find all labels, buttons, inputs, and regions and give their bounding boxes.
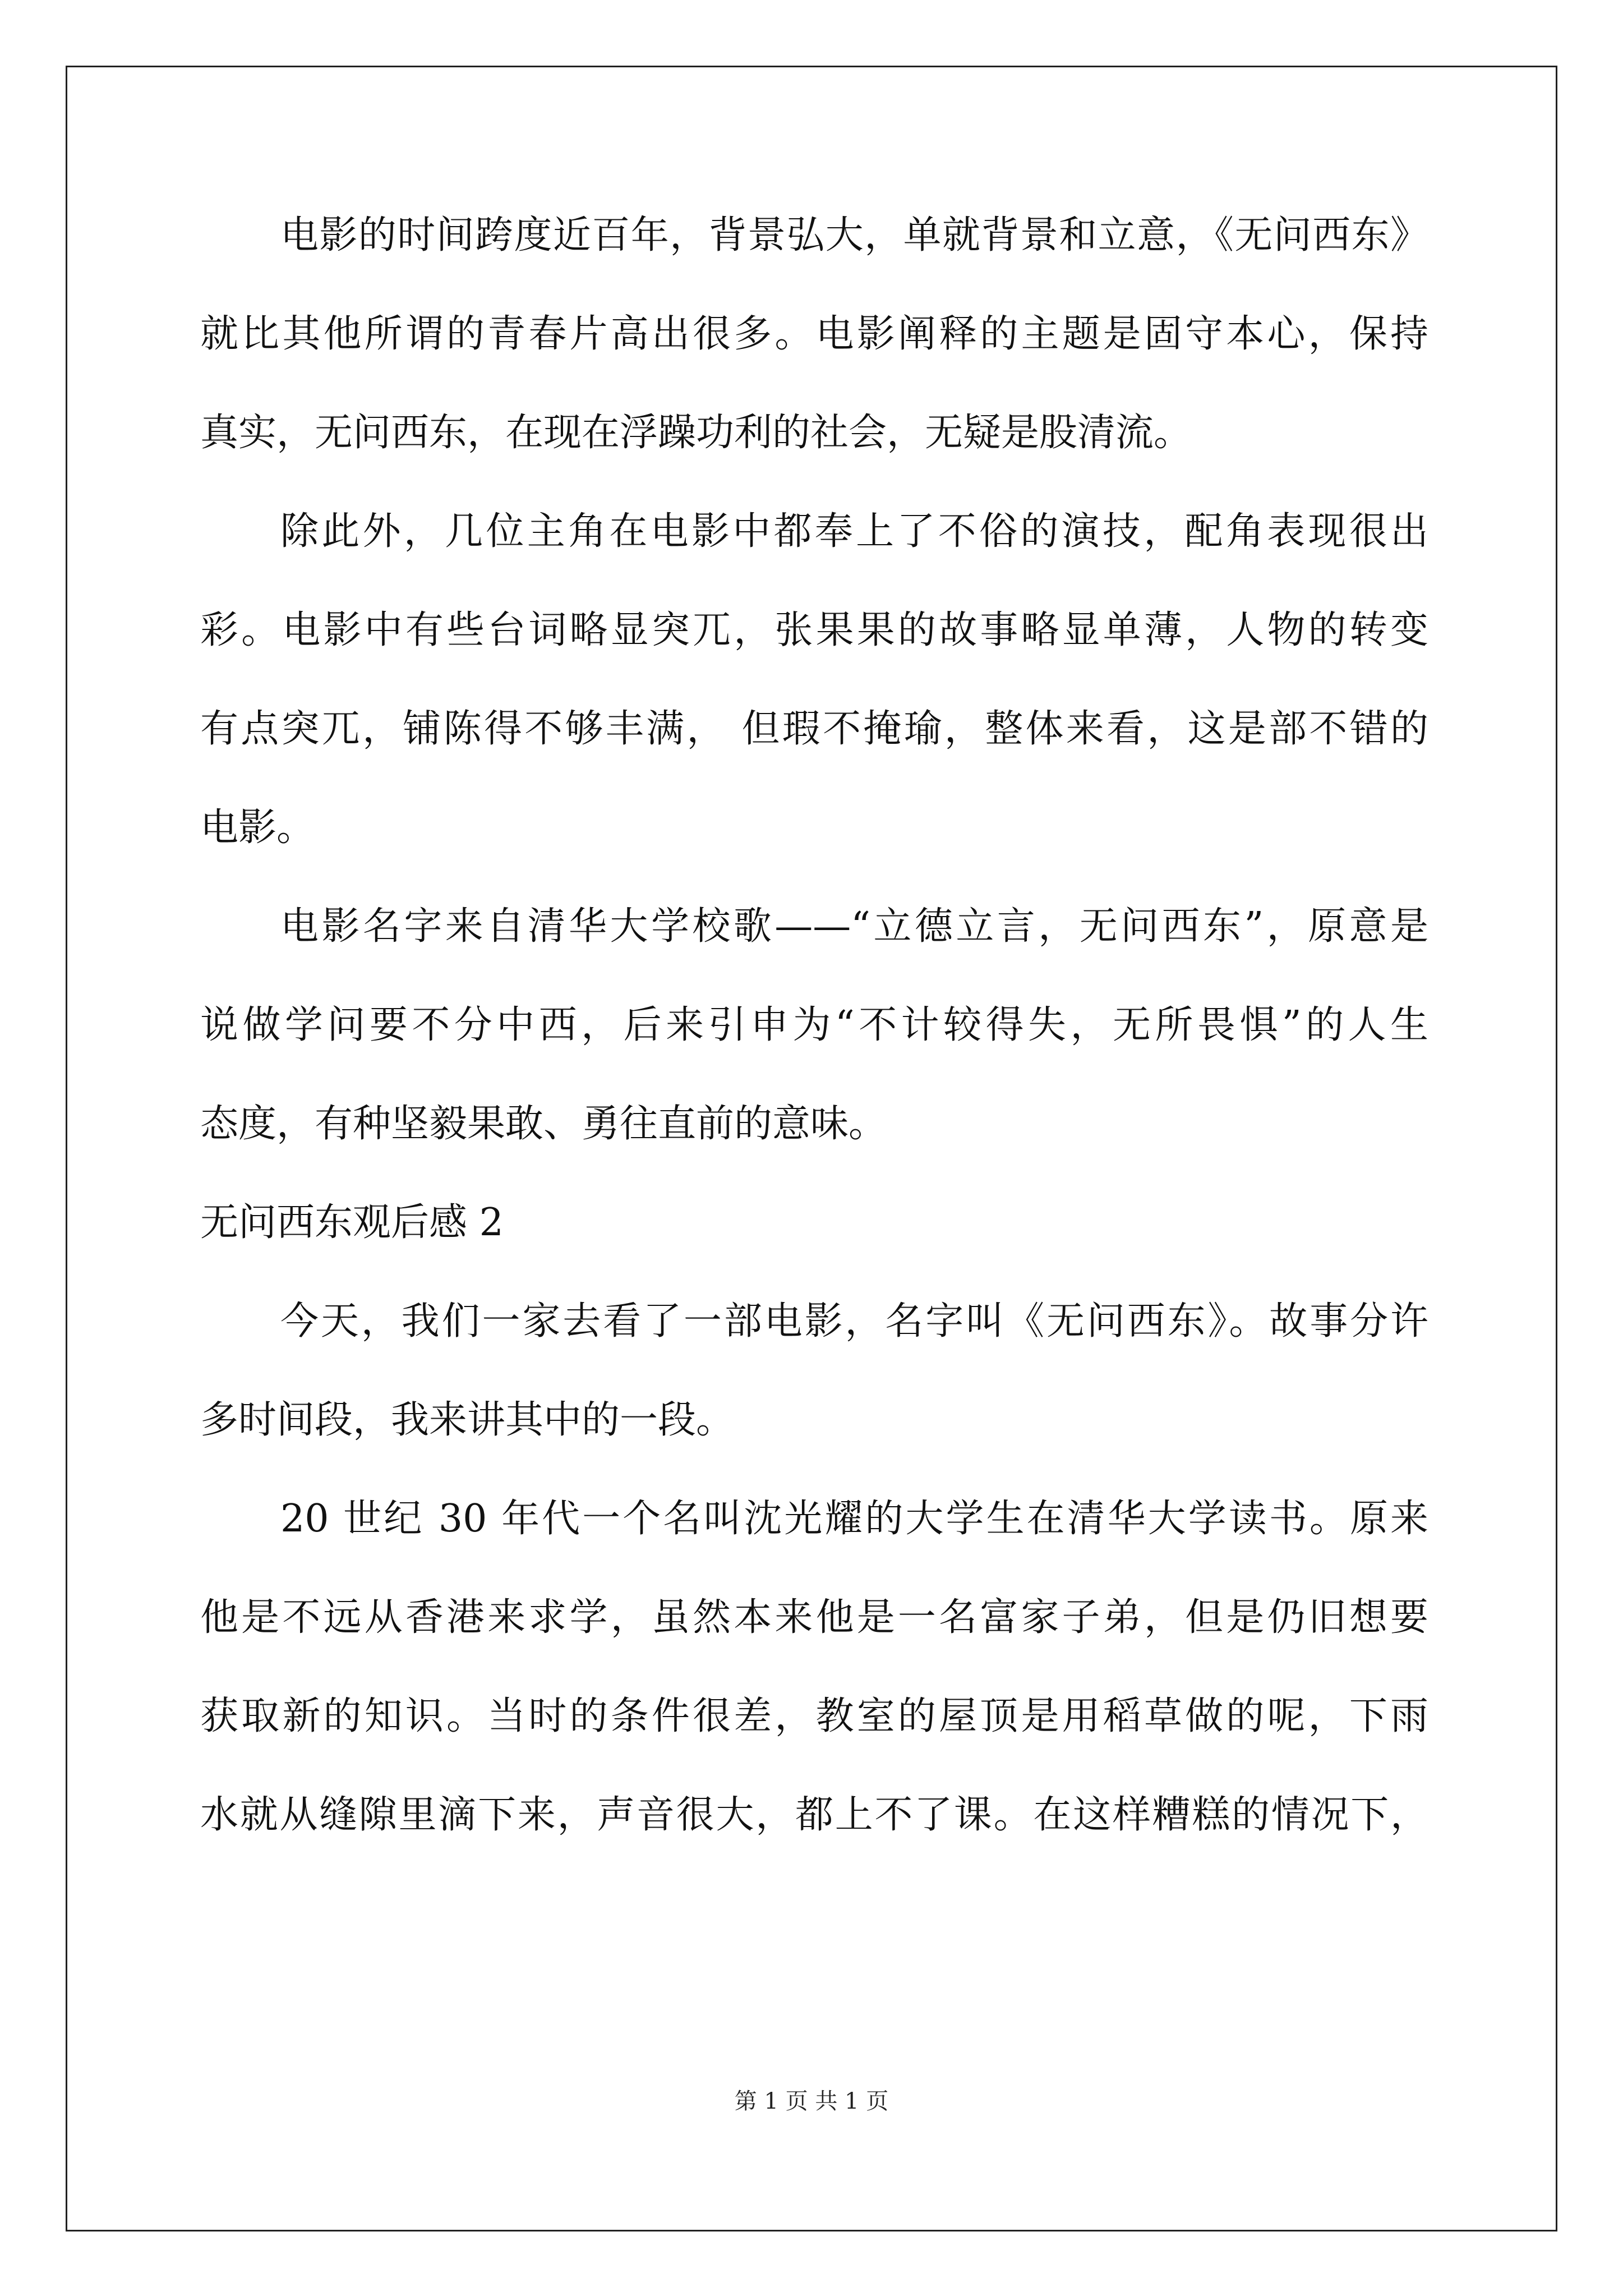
page-footer: 第 1 页 共 1 页 xyxy=(734,2088,889,2114)
paragraph-line: 20 世纪 30 年代一个名叫沈光耀的大学生在清华大学读书。原来 xyxy=(280,1497,1428,1541)
paragraph-line: 有点突兀，铺陈得不够丰满， 但瑕不掩瑜，整体来看，这是部不错的 xyxy=(200,707,1428,751)
paragraph-line: 彩。电影中有些台词略显突兀，张果果的故事略显单薄，人物的转变 xyxy=(200,608,1428,652)
paragraph-line: 获取新的知识。当时的条件很差，教室的屋顶是用稻草做的呢，下雨 xyxy=(200,1694,1428,1738)
paragraph-line: 电影名字来自清华大学校歌——“立德立言，无问西东”，原意是 xyxy=(280,904,1428,949)
paragraph-line: 今天，我们一家去看了一部电影，名字叫《无问西东》。故事分许 xyxy=(280,1299,1428,1343)
paragraph-line: 他是不远从香港来求学，虽然本来他是一名富家子弟，但是仍旧想要 xyxy=(200,1595,1428,1640)
paragraph-line: 真实，无问西东，在现在浮躁功利的社会，无疑是股清流。 xyxy=(200,411,1192,455)
paragraph-line: 说做学问要不分中西，后来引申为“不计较得失，无所畏惧”的人生 xyxy=(200,1003,1428,1047)
paragraph-line: 态度，有种坚毅果敢、勇往直前的意味。 xyxy=(200,1102,887,1146)
section-heading: 无问西东观后感 2 xyxy=(200,1200,504,1245)
paragraph-line: 电影。 xyxy=(200,806,315,850)
paragraph-line: 水就从缝隙里滴下来，声音很大，都上不了课。在这样糟糕的情况下， xyxy=(200,1793,1428,1837)
paragraph-line: 电影的时间跨度近百年，背景弘大，单就背景和立意，《无问西东》 xyxy=(280,213,1428,257)
paragraph-line: 除此外，几位主角在电影中都奉上了不俗的演技，配角表现很出 xyxy=(280,509,1428,554)
paragraph-line: 多时间段，我来讲其中的一段。 xyxy=(200,1398,735,1442)
paragraph-line: 就比其他所谓的青春片高出很多。电影阐释的主题是固守本心，保持 xyxy=(200,312,1428,356)
page-border xyxy=(66,66,1557,2231)
